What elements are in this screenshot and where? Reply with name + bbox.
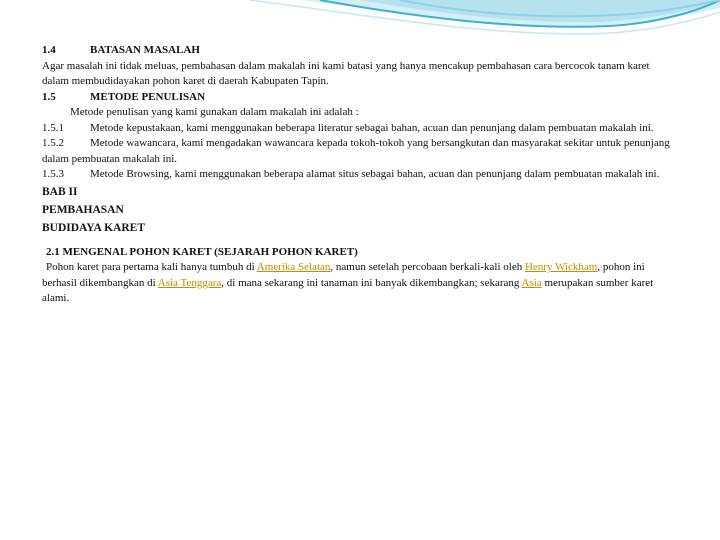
section-heading-2-1: 2.1 MENGENAL POHON KARET (SEJARAH POHON KARET): [46, 245, 358, 258]
chapter-subtitle: BUDIDAYA KARET: [42, 221, 146, 234]
text-segment: Pohon karet para pertama kali hanya tumbuh di: [46, 261, 257, 273]
link-henry-wickham[interactable]: Henry Wickham: [524, 261, 598, 273]
method-item: [42, 121, 674, 137]
method-text: Metode wawancara, kami mengadakan wawancara kepada tokoh-tokoh yang bersangkutan dan masyarakat sekitar untuk penunjang dalam pembuatan makalah ini.: [42, 137, 670, 165]
section-number: 1.4: [42, 44, 56, 56]
text-segment: , di mana sekarang ini tanaman ini banyak dikembangkan; sekarang: [221, 276, 522, 289]
method-number: 1.5.1: [42, 121, 64, 134]
method-number: 1.5.3: [42, 168, 64, 180]
method-number: 1.5.2: [42, 137, 64, 149]
method-item: [42, 136, 674, 167]
spacer: [42, 237, 674, 245]
paragraph-1-4: Agar masalah ini tidak meluas, pembahasan dalam makalah ini kami batasi yang hanya mencakup pembahasan cara bercocok tanam karet dalam membudidayakan pohon karet di daerah Kabupaten Tapin.: [42, 59, 650, 87]
text-segment: , pohon ini berhasil dikembangkan di: [42, 261, 645, 289]
method-item: [42, 167, 674, 183]
document-content: [42, 43, 674, 307]
link-asia-tenggara[interactable]: Asia Tenggara: [157, 276, 222, 289]
link-amerika-selatan[interactable]: Amerika Selatan: [256, 261, 331, 273]
text-segment: merupakan sumber karet alami.: [42, 276, 654, 304]
section-heading-1-4: [42, 43, 674, 59]
section-number: 1.5: [42, 90, 56, 103]
section-title: METODE PENULISAN: [90, 90, 206, 103]
section-heading-1-5: [42, 90, 674, 106]
chapter-title: PEMBAHASAN: [42, 203, 124, 216]
link-asia[interactable]: Asia: [521, 276, 542, 289]
chapter-label: BAB II: [42, 185, 78, 198]
text-segment: , namun setelah percobaan berkali-kali oleh: [330, 261, 525, 273]
method-text: Metode Browsing, kami menggunakan beberapa alamat situs sebagai bahan, acuan dan penunjang dalam pembuatan makalah ini.: [90, 168, 660, 180]
paragraph-2-1: [42, 260, 674, 307]
method-text: Metode kepustakaan, kami menggunakan beberapa literatur sebagai bahan, acuan dan penunjang dalam pembuatan makalah ini.: [90, 121, 654, 134]
paragraph-1-5: Metode penulisan yang kami gunakan dalam makalah ini adalah :: [70, 106, 359, 118]
section-title: BATASAN MASALAH: [90, 44, 200, 56]
